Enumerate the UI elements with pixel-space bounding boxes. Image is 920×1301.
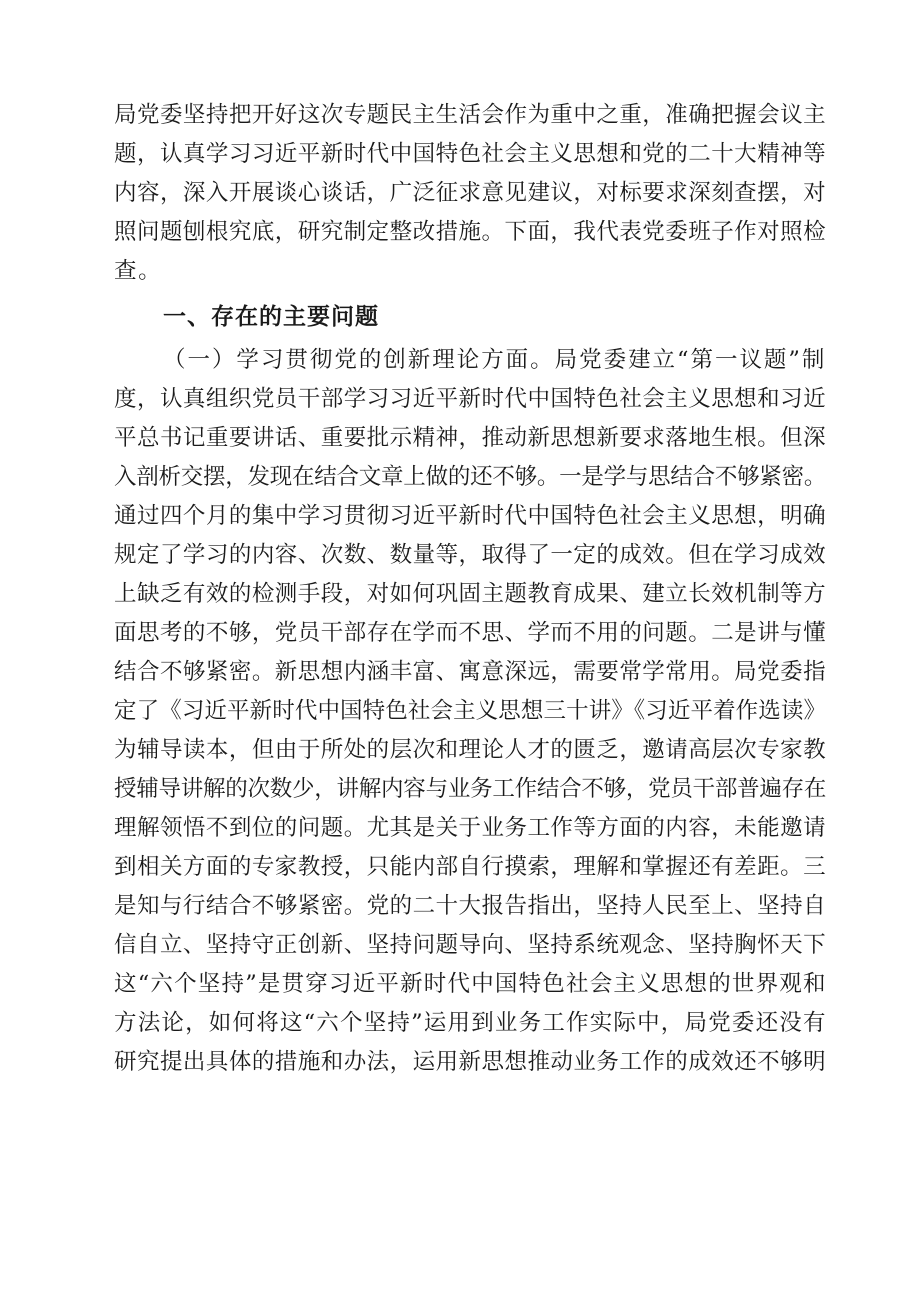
intro-paragraph [114, 96, 826, 291]
section-heading: 一、存在的主要问题 [163, 304, 379, 330]
document-page [114, 96, 826, 1082]
body-line-13: 理解领悟不到位的问题。尤其是关于业务工作等方面的内容，未能邀请 [114, 815, 826, 841]
body-line-8: 面思考的不够，党员干部存在学而不思、学而不用的问题。二是讲与懂 [114, 620, 826, 646]
body-line-2: 度，认真组织党员干部学习习近平新时代中国特色社会主义思想和习近 [114, 386, 826, 412]
body-line-6: 规定了学习的内容、次数、数量等，取得了一定的成效。但在学习成效 [114, 542, 826, 568]
body-line-15: 是知与行结合不够紧密。党的二十大报告指出，坚持人民至上、坚持自 [114, 893, 826, 919]
body-line-17: 这“六个坚持”是贯穿习近平新时代中国特色社会主义思想的世界观和 [114, 971, 827, 997]
intro-line-1: 局党委坚持把开好这次专题民主生活会作为重中之重，准确把握会议主 [114, 102, 826, 128]
intro-line-5: 查。 [114, 258, 163, 284]
body-line-7: 上缺乏有效的检测手段，对如何巩固主题教育成果、建立长效机制等方 [114, 581, 826, 607]
body-paragraph [114, 341, 826, 1082]
body-line-9: 结合不够紧密。新思想内涵丰富、寓意深远，需要常学常用。局党委指 [114, 659, 826, 685]
body-line-18: 方法论，如何将这“六个坚持”运用到业务工作实际中，局党委还没有 [114, 1010, 827, 1036]
body-line-3: 平总书记重要讲话、重要批示精神，推动新思想新要求落地生根。但深 [114, 425, 826, 451]
body-line-14: 到相关方面的专家教授，只能内部自行摸索，理解和掌握还有差距。三 [114, 854, 826, 880]
body-line-11: 为辅导读本，但由于所处的层次和理论人才的匮乏，邀请高层次专家教 [114, 737, 826, 763]
body-line-5: 通过四个月的集中学习贯彻习近平新时代中国特色社会主义思想，明确 [114, 503, 826, 529]
body-line-16: 信自立、坚持守正创新、坚持问题导向、坚持系统观念、坚持胸怀天下 [114, 932, 826, 958]
body-line-12: 授辅导讲解的次数少，讲解内容与业务工作结合不够，党员干部普遍存在 [114, 776, 826, 802]
body-line-19: 研究提出具体的措施和办法，运用新思想推动业务工作的成效还不够明 [114, 1049, 826, 1075]
intro-line-3: 内容，深入开展谈心谈话，广泛征求意见建议，对标要求深刻查摆，对 [114, 180, 826, 206]
body-line-10: 定了《习近平新时代中国特色社会主义思想三十讲》《习近平着作选读》 [114, 698, 826, 724]
body-line-1: （一）学习贯彻党的创新理论方面。局党委建立“第一议题”制 [163, 347, 826, 373]
intro-line-2: 题，认真学习习近平新时代中国特色社会主义思想和党的二十大精神等 [114, 141, 826, 167]
intro-line-4: 照问题刨根究底，研究制定整改措施。下面，我代表党委班子作对照检 [114, 219, 826, 245]
body-line-4: 入剖析交摆，发现在结合文章上做的还不够。一是学与思结合不够紧密。 [114, 464, 826, 490]
